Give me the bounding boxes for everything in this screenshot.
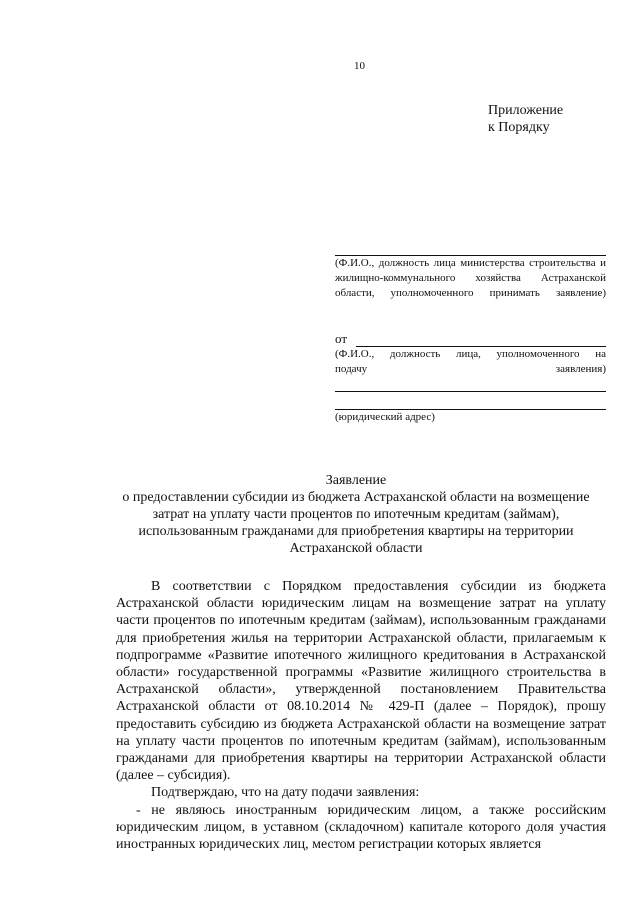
applicant-note-right: заявления) <box>555 363 606 375</box>
recipient-note: (Ф.И.О., должность лица министерства строительства и жилищно-коммунального хозяйства Астраханской области, уполномоченного принимать заявление) <box>335 257 606 299</box>
body-paragraph-3: - не являюсь иностранным юридическим лицом, а также российским юридическим лицом, в уставном (складочном) капитале которого доля участия иностранных юридических лиц, местом регистрации которых является <box>116 802 606 853</box>
applicant-note-line-2 <box>335 362 606 377</box>
from-label: от <box>335 331 348 346</box>
body-paragraph-1: В соответствии с Порядком предоставления субсидии из бюджета Астраханской области юридическим лицам на возмещение затрат на уплату части процентов по ипотечным кредитам (займам), использованным гражданами для приобретения жилья на территории Астраханской области, прилагаемым к подпрограмме «Развитие ипотечного жилищного кредитования в Астраханской области» государственной программы «Развитие жилищного строительства в Астраханской области», утвержденной постановлением Правительства Астраханской области от 08.10.2014 № 429-П (далее – Порядок), прошу предоставить субсидию из бюджета Астраханской области на возмещение затрат на уплату части процентов по ипотечным кредитам (займам), использованным гражданами для приобретения квартиры на территории Астраханской области (далее – субсидия). <box>116 579 606 784</box>
applicant-note-left: подачу <box>335 363 368 375</box>
applicant-note-line-1: (Ф.И.О., должность лица, уполномоченного на <box>335 348 606 360</box>
application-body <box>116 578 606 853</box>
appendix-line-1: Приложение <box>488 103 564 118</box>
address-note: (юридический адрес) <box>335 411 435 423</box>
title-heading: Заявление <box>325 473 387 488</box>
application-title <box>106 472 606 557</box>
appendix-line-2: к Порядку <box>488 120 550 135</box>
appendix-heading <box>488 102 563 136</box>
body-paragraph-2: Подтверждаю, что на дату подачи заявления: <box>151 785 420 801</box>
title-subtitle: о предоставлении субсидии из бюджета Астраханской области на возмещение затрат на уплату части процентов по ипотечным кредитам (займам), использованным гражданами для приобретения квартиры на территории Астраханской области <box>122 490 590 556</box>
applicant-extra-line <box>335 391 606 392</box>
page-number: 10 <box>354 60 365 72</box>
